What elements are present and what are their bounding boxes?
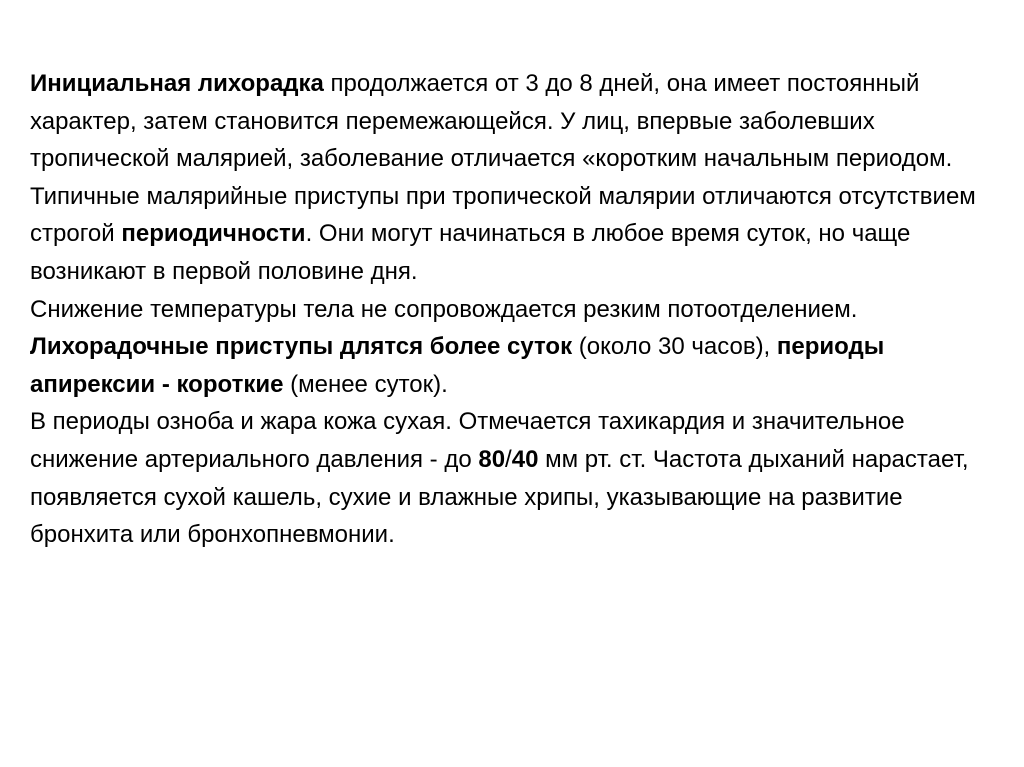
text-segment: В периоды озноба и жара кожа сухая. Отмечается тахикардия и значительное снижение артериального давления - до <box>30 408 905 473</box>
term-initial-fever: Инициальная лихорадка <box>30 70 324 97</box>
value-diastolic-pressure: 40 <box>511 445 539 473</box>
text-segment: / <box>505 445 512 473</box>
term-attack-duration: Лихорадочные приступы длятся более суток <box>30 333 573 361</box>
text-segment: Снижение температуры тела не сопровождается резким потоотделением. <box>30 295 858 323</box>
text-segment: (около 30 часов), <box>572 333 777 361</box>
text-segment: Типичные малярийные приступы при тропической малярии отличаются отсутствием строгой <box>30 182 976 248</box>
text-segment: продолжается от 3 до 8 дней, она имеет постоянный характер, затем становится перемежающейся. У лиц, впервые заболевших тропической малярией, заболевание отличается «коротким начальным периодом. <box>30 70 953 173</box>
paragraph-attack-duration <box>30 328 1005 403</box>
text-segment: . Они могут начинаться в любое время суток, но чаще возникают в первой половине дня. <box>30 220 911 285</box>
term-periodicity: периодичности <box>121 220 306 248</box>
slide-text-body <box>30 65 1005 554</box>
text-segment: мм рт. ст. Частота дыханий нарастает, появляется сухой кашель, сухие и влажные хрипы, указывающие на развитие бронхита или бронхопневмонии. <box>30 445 969 549</box>
paragraph-typical-attacks <box>30 178 1005 291</box>
paragraph-chills-heat <box>30 403 1005 553</box>
paragraph-initial-fever <box>30 65 1005 178</box>
text-segment: (менее суток). <box>283 370 448 398</box>
value-systolic-pressure: 80 <box>478 445 506 473</box>
term-apyrexia-periods: периоды апирексии - короткие <box>30 333 885 398</box>
paragraph-temperature-drop <box>30 291 1005 329</box>
